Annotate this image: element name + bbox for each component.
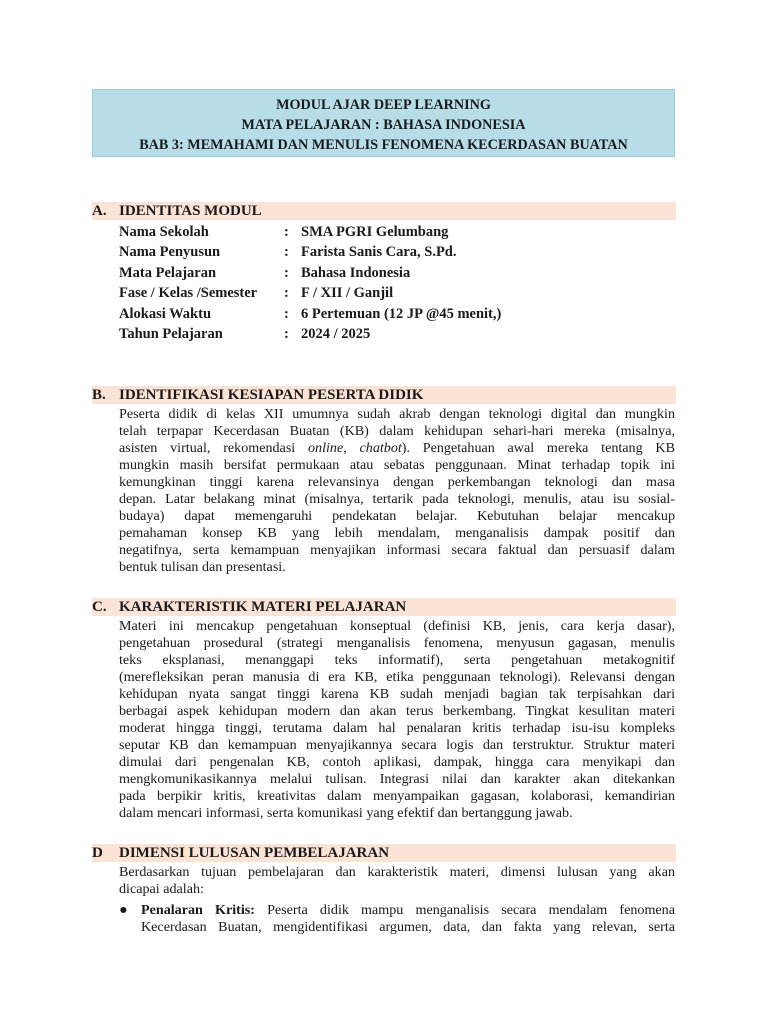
paragraph-line: mengkomunikasikannya melalui tulisan. Integrasi nilai dan karakter akan ditekankan: [119, 771, 675, 787]
paragraph-line: Materi ini mencakup pengetahuan konseptual (definisi KB, jenis, cara kerja dasar),: [119, 618, 675, 634]
paragraph-line: pada berpikir kritis, kreativitas dalam menyampaikan gagasan, kolaborasi, kemandirian: [119, 788, 675, 804]
identity-value: F / XII / Ganjil: [301, 285, 394, 302]
paragraph-line: telah terpapar Kecerdasan Buatan (KB) dalam kehidupan sehari-hari mereka (misalnya,: [119, 423, 675, 439]
paragraph-line: Berdasarkan tujuan pembelajaran dan karakteristik materi, dimensi lulusan yang akan: [119, 864, 675, 880]
identity-value: Farista Sanis Cara, S.Pd.: [301, 244, 457, 261]
section-a-letter: A.: [92, 203, 107, 219]
section-d-paragraph: [119, 864, 675, 898]
identity-value: 2024 / 2025: [301, 325, 371, 342]
identity-label: Fase / Kelas /Semester: [119, 285, 258, 302]
bullet-marker: ●: [119, 902, 128, 918]
section-b-paragraph: [119, 406, 675, 576]
bullet-line: Kecerdasan Buatan, mengidentifikasi argumen, data, dan fakta yang relevan, serta: [141, 919, 675, 935]
paragraph-line: negatifnya, serta kemampuan menyajikan informasi secara faktual dan persuasif dalam: [119, 542, 675, 558]
paragraph-line: bentuk tulisan dan presentasi.: [119, 559, 286, 575]
paragraph-line: dalam mencari informasi, serta komunikasi yang efektif dan bertanggung jawab.: [119, 805, 573, 821]
section-d-letter: D: [92, 845, 103, 861]
identity-row: [119, 263, 675, 283]
identity-separator: :: [284, 224, 289, 240]
identity-separator: :: [284, 305, 289, 322]
section-c-letter: C.: [92, 599, 107, 615]
text-run: Peserta didik mampu menganalisis secara mendalam fenomena: [254, 902, 675, 918]
identity-separator: :: [284, 325, 289, 342]
identity-label: Mata Pelajaran: [119, 264, 217, 281]
section-c-paragraph: [119, 618, 675, 822]
section-c-title: KARAKTERISTIK MATERI PELAJARAN: [119, 599, 407, 615]
section-c-heading: [92, 598, 676, 616]
paragraph-line: (merefleksikan peran manusia di era KB, etika penggunaan teknologi). Relevansi dengan: [119, 669, 675, 685]
emphasis-online: online: [307, 440, 344, 456]
paragraph-line: teks eksplanasi, menanggapi teks informatif), serta pengetahuan metakognitif: [119, 652, 675, 668]
emphasis-chatbot: chatbot: [359, 440, 402, 456]
identity-table: [119, 222, 675, 344]
paragraph-line: dimulai dari pengenalan KB, contoh aplikasi, dampak, hingga cara menyikapi dan: [119, 754, 675, 770]
identity-separator: :: [284, 264, 289, 281]
identity-separator: :: [284, 244, 289, 261]
paragraph-line: [119, 440, 675, 457]
paragraph-line: kehidupan nyata sangat tinggi karena KB sudah menjadi bagian tak terpisahkan dari: [119, 686, 675, 702]
paragraph-line: pengetahuan prosedural (strategi menganalisis fenomena, menyusun gagasan, menulis: [119, 635, 675, 651]
paragraph-line: berbagai aspek kehidupan modern dan akan terus berkembang. Tingkat kesulitan materi: [119, 703, 675, 719]
paragraph-line: kemungkinan tinggi karena relevansinya dengan perkembangan teknologi dan masa: [119, 474, 675, 490]
paragraph-line: seputar KB dan kemampuan menyajikannya secara logis dan terstruktur. Struktur materi: [119, 737, 675, 753]
section-a-title: IDENTITAS MODUL: [119, 203, 262, 219]
identity-separator: :: [284, 285, 289, 302]
section-a-heading: [92, 202, 676, 220]
identity-value: SMA PGRI Gelumbang: [301, 224, 449, 240]
identity-value: Bahasa Indonesia: [301, 264, 411, 281]
paragraph-line: depan. Latar belakang minat (misalnya, tertarik pada teknologi, menulis, atau isu sosial-: [119, 491, 675, 507]
section-d-title: DIMENSI LULUSAN PEMBELAJARAN: [119, 845, 390, 861]
title-line-2: MATA PELAJARAN : BAHASA INDONESIA: [241, 117, 526, 133]
paragraph-line: pemahaman konsep KB yang lebih mendalam, menganalisis dampak positif dan: [119, 525, 675, 541]
identity-row: [119, 304, 675, 324]
identity-label: Nama Penyusun: [119, 244, 221, 261]
text-run: asisten virtual, rekomendasi: [119, 440, 308, 456]
title-line-3: BAB 3: MEMAHAMI DAN MENULIS FENOMENA KECERDASAN BUATAN: [139, 137, 628, 153]
section-b-heading: [92, 386, 676, 404]
identity-row: [119, 283, 675, 303]
text-run: ). Pengetahuan awal mereka tentang KB: [401, 440, 675, 456]
module-title-box: [92, 89, 675, 157]
bullet-line: [141, 902, 675, 919]
title-line-1: MODUL AJAR DEEP LEARNING: [276, 97, 491, 113]
identity-value: 6 Pertemuan (12 JP @45 menit,): [301, 305, 502, 322]
identity-label: Nama Sekolah: [119, 224, 209, 240]
identity-row: [119, 324, 675, 344]
paragraph-line: dicapai adalah:: [119, 881, 204, 897]
section-d-heading: [92, 844, 676, 862]
paragraph-line: mungkin masih bersifat permukaan atau sebatas penggunaan. Minat terhadap topik ini: [119, 457, 675, 473]
section-b-title: IDENTIFIKASI KESIAPAN PESERTA DIDIK: [119, 387, 424, 403]
paragraph-line: Peserta didik di kelas XII umumnya sudah akrab dengan teknologi digital dan mungkin: [119, 406, 675, 422]
text-run: ,: [343, 440, 360, 456]
paragraph-line: budaya) dapat memengaruhi pendekatan belajar. Kebutuhan belajar mencakup: [119, 508, 675, 524]
section-b-letter: B.: [92, 387, 106, 403]
identity-row: [119, 222, 675, 242]
bullet-term: Penalaran Kritis:: [141, 902, 255, 918]
bullet-text: [141, 902, 675, 936]
identity-row: [119, 242, 675, 262]
identity-label: Alokasi Waktu: [119, 305, 212, 322]
paragraph-line: moderat hingga tinggi, terutama dalam hal penalaran kritis terhadap isu-isu kompleks: [119, 720, 675, 736]
identity-label: Tahun Pelajaran: [119, 325, 223, 342]
